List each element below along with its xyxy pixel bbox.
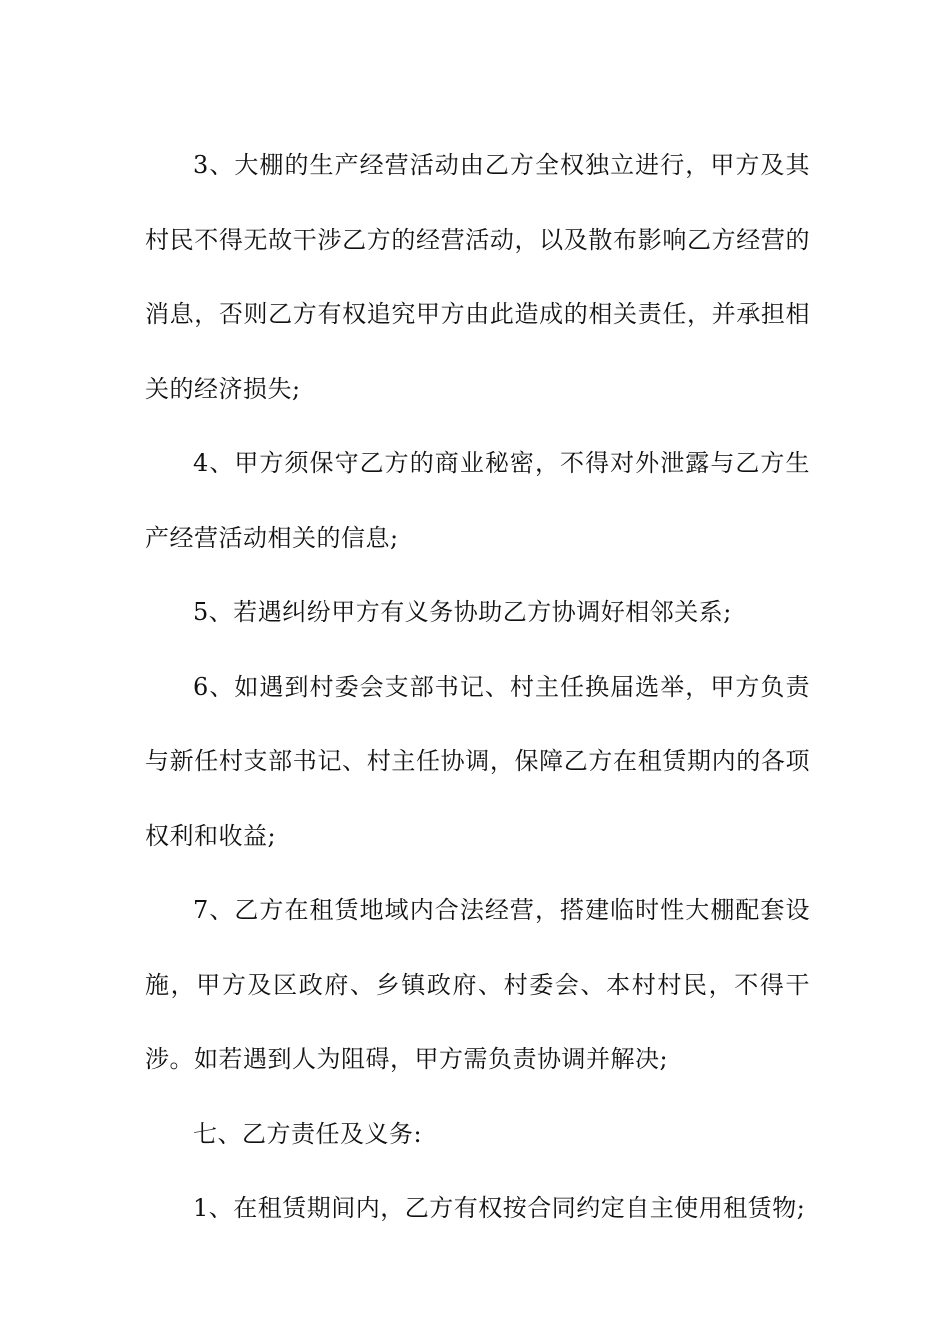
section-heading-party-b-duties: 七、乙方责任及义务: — [193, 1119, 423, 1148]
paragraph-clause-5: 5、若遇纠纷甲方有义务协助乙方协调好相邻关系; — [193, 598, 732, 626]
paragraph-clause-3: 3、大棚的生产经营活动由乙方全权独立进行，甲方及其村民不得无故干涉乙方的经营活动，以及散布影响乙方经营的消息，否则乙方有权追究甲方由此造成的相关责任，并承担相关的经济损失; — [145, 151, 810, 403]
paragraph-clause-6: 6、如遇到村委会支部书记、村主任换届选举，甲方负责与新任村支部书记、村主任协调，保障乙方在租赁期内的各项权利和收益; — [145, 672, 810, 850]
paragraph-clause-7: 7、乙方在租赁地域内合法经营，搭建临时性大棚配套设施，甲方及区政府、乡镇政府、村委会、本村村民，不得干涉。如若遇到人为阻碍，甲方需负责协调并解决; — [145, 896, 810, 1073]
document-body — [145, 128, 810, 1246]
paragraph-clause-4: 4、甲方须保守乙方的商业秘密，不得对外泄露与乙方生产经营活动相关的信息; — [145, 449, 810, 552]
paragraph-party-b-clause-1: 1、在租赁期间内，乙方有权按合同约定自主使用租赁物; — [193, 1194, 806, 1222]
